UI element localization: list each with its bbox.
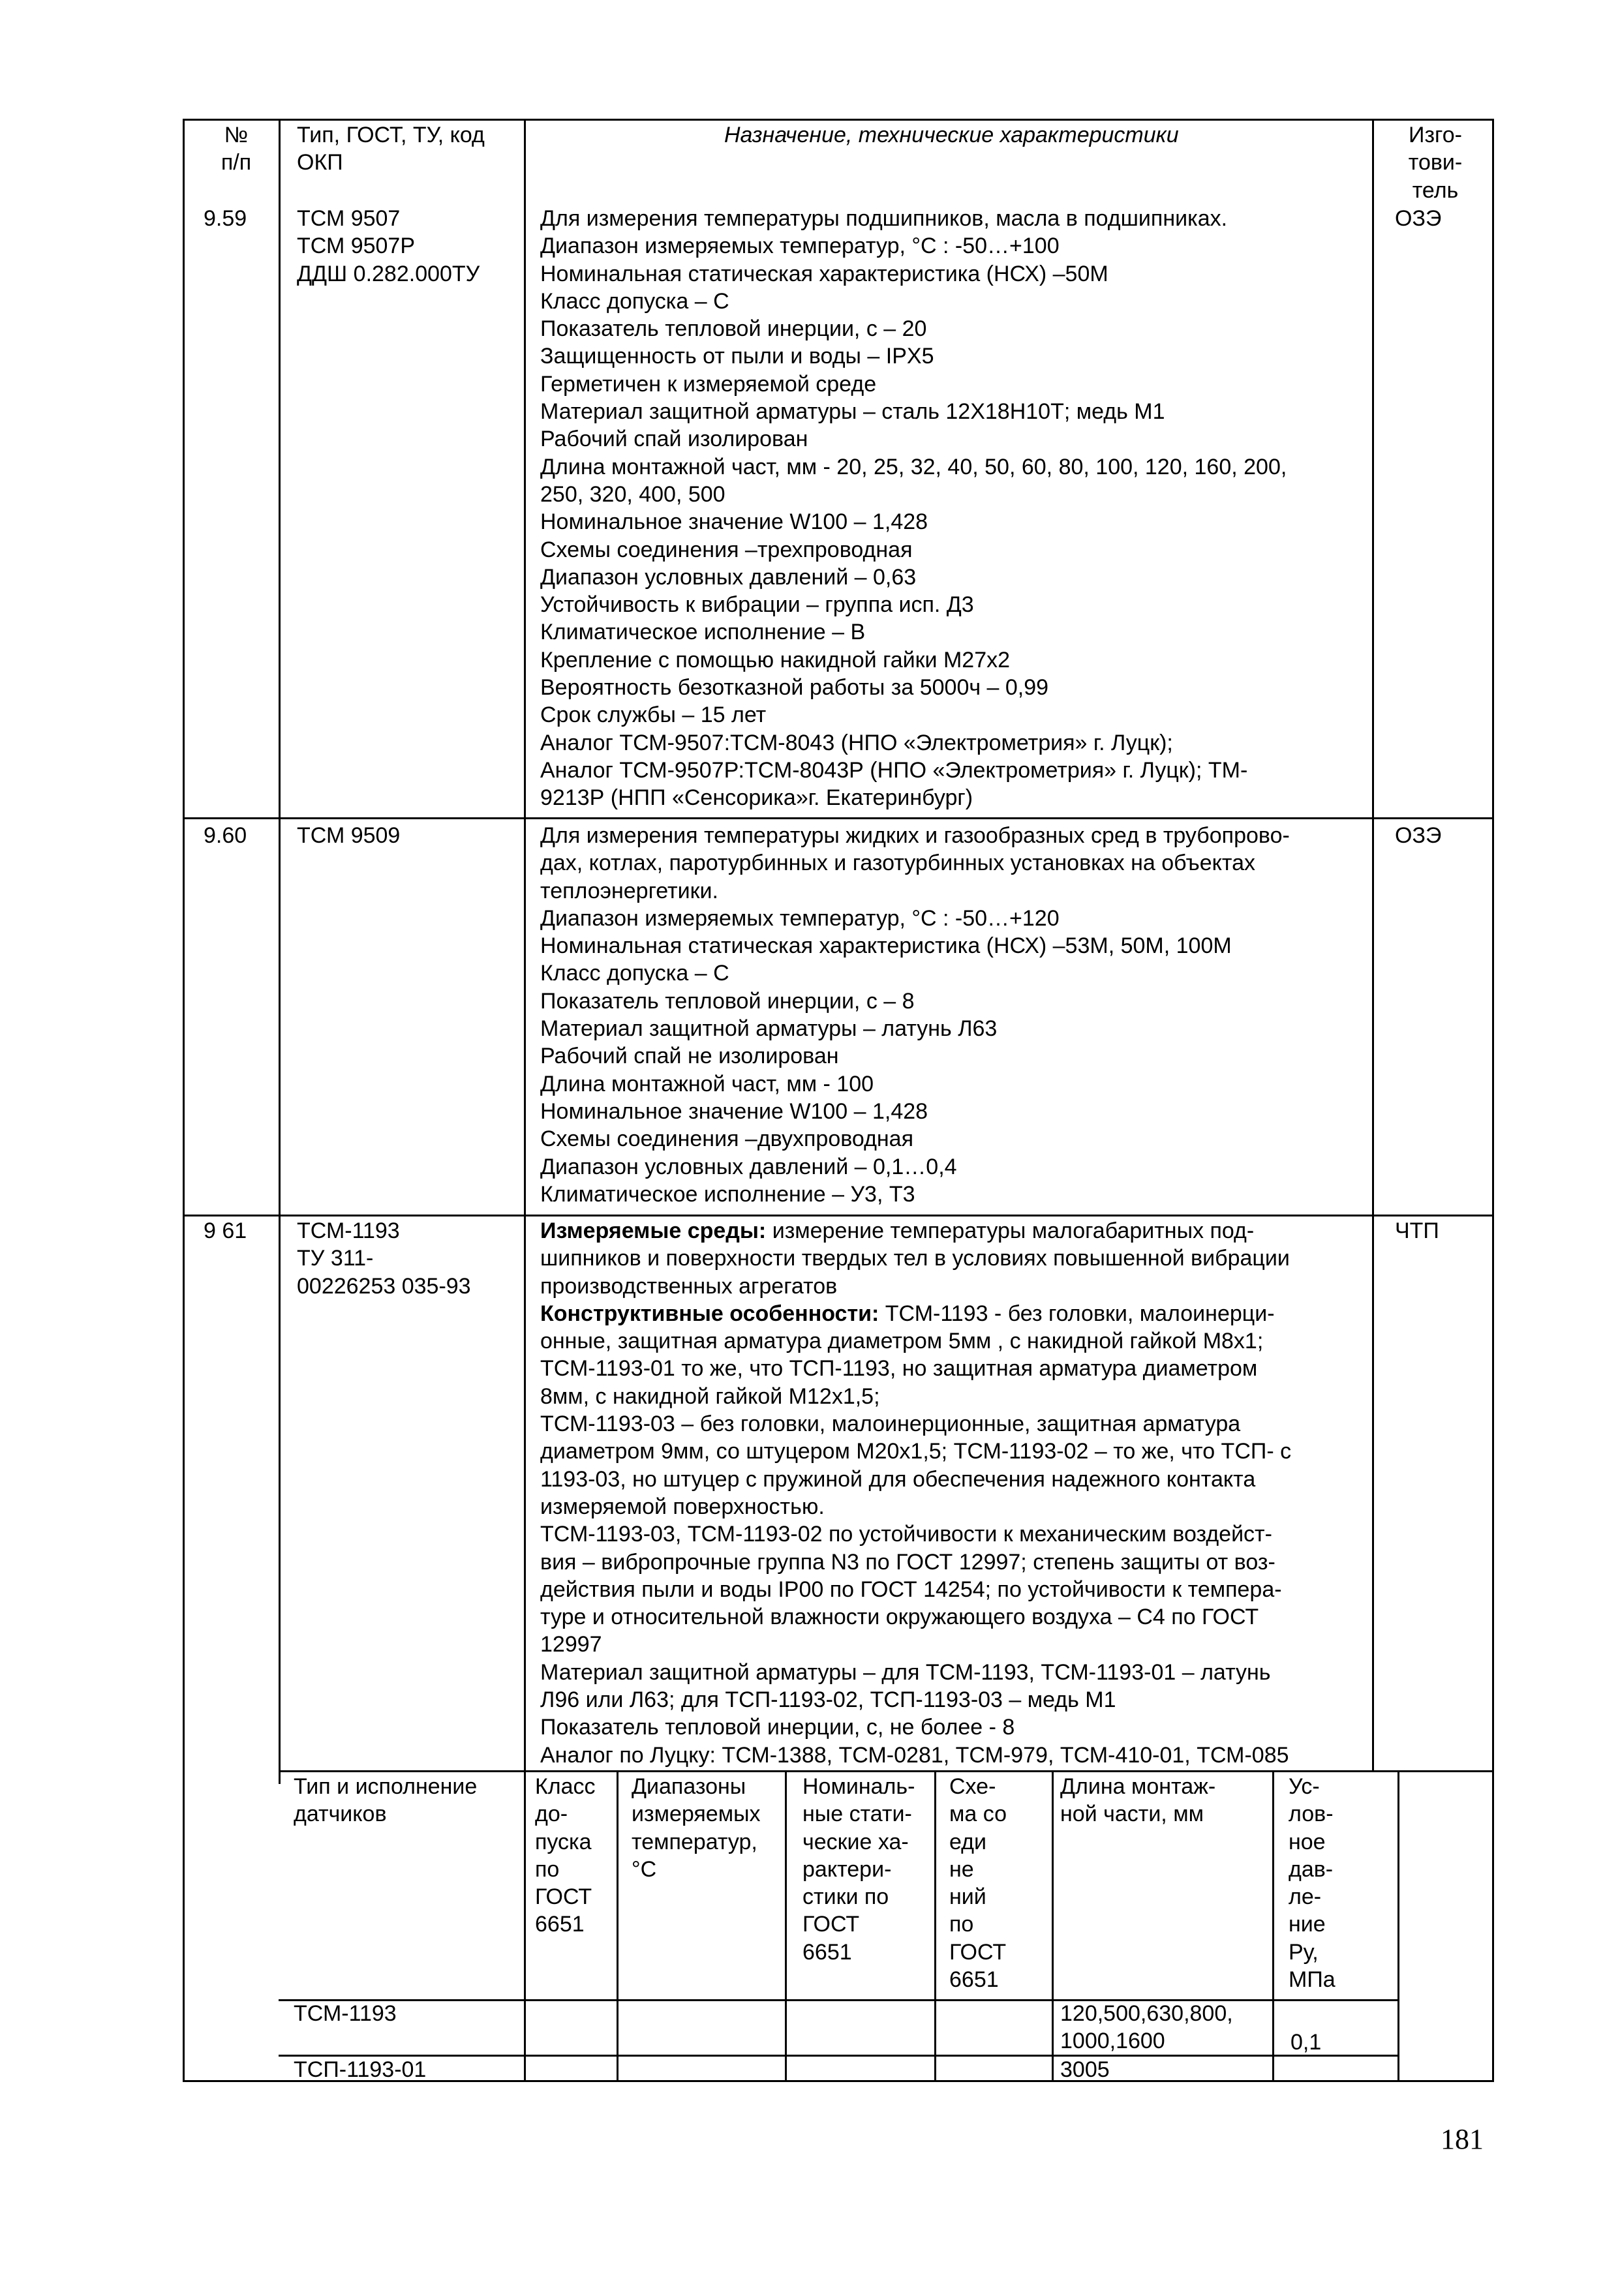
- description-text: Л96 или Л63; для ТСП-1193-02, ТСП-1193-03 – медь М1: [540, 1687, 1116, 1713]
- description-text: 8мм, с накидной гайкой М12х1,5;: [540, 1383, 880, 1409]
- subtable-header-line: лов-: [1289, 1802, 1334, 1827]
- description-line: [540, 1217, 1291, 1245]
- subtable-header-length: [1060, 1773, 1215, 1828]
- subtable-col: [785, 1770, 787, 2082]
- description-line: Для измерения температуры жидких и газообразных сред в трубопрово-: [540, 823, 1290, 848]
- subtable-header-line: до-: [535, 1802, 568, 1827]
- description-line: Аналог ТСМ-9507:ТСМ-8043 (НПО «Электрометрия» г. Луцк);: [540, 730, 1173, 755]
- subtable-header-line: ние: [1289, 1912, 1326, 1937]
- subtable-header-line: МПа: [1289, 1967, 1336, 1993]
- description-line: Схемы соединения –двухпроводная: [540, 1126, 914, 1152]
- subtable-header-line: ческие ха-: [802, 1829, 909, 1854]
- description-line: [540, 1300, 1291, 1327]
- description-line: Номинальное значение W100 – 1,428: [540, 509, 928, 535]
- subtable-header-line: по: [535, 1856, 560, 1882]
- row-type: [297, 822, 400, 849]
- description-line: Для измерения температуры подшипников, масла в подшипниках.: [540, 206, 1228, 231]
- row-divider: [279, 1770, 1494, 1772]
- col-divider: [1372, 119, 1374, 1772]
- subtable-header-line: ной части, мм: [1060, 1802, 1204, 1827]
- description-text: измеряемой поверхностью.: [540, 1494, 825, 1519]
- subtable-col: [1272, 1770, 1274, 2082]
- header-maker: [1403, 121, 1468, 204]
- subtable-header-line: 6651: [802, 1939, 852, 1965]
- subtable-header-line: не: [949, 1856, 974, 1882]
- header-maker-line: тель: [1412, 177, 1459, 203]
- description-line: Схемы соединения –трехпроводная: [540, 537, 913, 562]
- subtable-header-line: ГОСТ: [802, 1912, 860, 1937]
- row-description: [540, 1217, 1291, 1769]
- row-type-line: ТСМ 9509: [297, 823, 401, 848]
- description-line: Рабочий спай не изолирован: [540, 1044, 839, 1069]
- description-line: Защищенность от пыли и воды – IPX5: [540, 344, 934, 369]
- row-type: [297, 205, 480, 288]
- description-line: Длина монтажной част, мм - 100: [540, 1071, 874, 1096]
- subtable-header-range: [632, 1773, 761, 1883]
- description-text: туре и относительной влажности окружающего воздуха – С4 по ГОСТ: [540, 1605, 1259, 1630]
- description-line: Номинальная статическая характеристика (НСХ) –50М: [540, 261, 1108, 286]
- description-line: Аналог ТСМ-9507Р:ТСМ-8043Р (НПО «Электрометрия» г. Луцк); ТМ-: [540, 757, 1248, 783]
- description-line: Номинальное значение W100 – 1,428: [540, 1098, 928, 1124]
- description-text: 12997: [540, 1632, 602, 1657]
- description-line: Диапазон условных давлений – 0,63: [540, 564, 917, 590]
- subtable-header-line: рактери-: [802, 1856, 892, 1882]
- description-text: Показатель тепловой инерции, с, не более - 8: [540, 1715, 1015, 1740]
- subtable-header-line: 6651: [949, 1967, 999, 1993]
- description-line: Материал защитной арматуры – сталь 12Х18Н10Т; медь М1: [540, 399, 1165, 425]
- description-text: вия – вибропрочные группа N3 по ГОСТ 12997; степень защиты от воз-: [540, 1549, 1275, 1575]
- description-line: Класс допуска – С: [540, 961, 729, 986]
- description-line: Диапазон измеряемых температур, °С : -50…+100: [540, 234, 1060, 259]
- header-num: [217, 121, 256, 177]
- subtable-length-line: 120,500,630,800,: [1060, 2001, 1233, 2026]
- header-type-line: Тип, ГОСТ, ТУ, код: [297, 123, 485, 147]
- description-line: [540, 1548, 1291, 1576]
- row-description: [540, 205, 1287, 812]
- subtable-header-line: Длина монтаж-: [1060, 1774, 1216, 1799]
- description-line: [540, 1273, 1291, 1300]
- subtable-header-line: 6651: [535, 1912, 585, 1937]
- description-line: Климатическое исполнение – В: [540, 620, 866, 645]
- col-divider: [279, 119, 281, 1784]
- subtable-header-line: ГОСТ: [949, 1939, 1007, 1965]
- subtable-header-line: температур,: [632, 1829, 757, 1854]
- description-line: теплоэнергетики.: [540, 878, 718, 903]
- description-line: дах, котлах, паротурбинных и газотурбинных установках на объектах: [540, 851, 1256, 876]
- description-text: измерение температуры малогабаритных под-: [766, 1218, 1255, 1243]
- header-type-line: ОКП: [297, 150, 343, 175]
- subtable-header-line: ле-: [1289, 1884, 1322, 1910]
- description-line: [540, 1659, 1291, 1686]
- subtable-header-line: °С: [632, 1856, 657, 1882]
- subtable-header-line: Ру,: [1289, 1939, 1319, 1965]
- description-line: [540, 1603, 1291, 1631]
- header-num-line: №: [224, 123, 249, 147]
- page-number: 181: [1441, 2123, 1484, 2155]
- subtable-header-line: датчиков: [294, 1802, 387, 1827]
- row-description: [540, 822, 1290, 1208]
- subtable-header-class: [535, 1773, 596, 1939]
- subtable-header-line: стики по: [802, 1884, 889, 1910]
- description-line: [540, 1466, 1291, 1493]
- description-line: [540, 1327, 1291, 1355]
- description-text: производственных агрегатов: [540, 1273, 838, 1299]
- subtable-header-line: измеряемых: [632, 1802, 761, 1827]
- subtable-header-line: ма со: [949, 1802, 1007, 1827]
- header-maker-line: Изго-: [1409, 123, 1462, 147]
- description-line: [540, 1742, 1291, 1769]
- description-text: ТСМ-1193-03, ТСМ-1193-02 по устойчивости к механическим воздейст-: [540, 1522, 1272, 1547]
- header-type: [297, 121, 485, 177]
- description-line: Показатель тепловой инерции, с – 8: [540, 988, 915, 1014]
- row-divider: [183, 1215, 1494, 1216]
- col-divider: [524, 119, 526, 2082]
- subtable-header-nsh: [802, 1773, 915, 1966]
- description-line: [540, 1520, 1291, 1548]
- description-text: действия пыли и воды IP00 по ГОСТ 14254; по устойчивости к темпера-: [540, 1577, 1282, 1602]
- subtable-header-line: Тип и исполнение: [294, 1774, 478, 1799]
- description-line: [540, 1438, 1291, 1465]
- description-text: 1193-03, но штуцер с пружиной для обеспечения надежного контакта: [540, 1466, 1256, 1492]
- subtable-header-line: Схе-: [949, 1774, 996, 1799]
- subtable-header-line: пуска: [535, 1829, 592, 1854]
- subtable-header-line: дав-: [1289, 1856, 1334, 1882]
- subtable-header-line: Диапазоны: [632, 1774, 746, 1799]
- row-num: 9 61: [204, 1218, 247, 1243]
- header-num-line: п/п: [221, 150, 252, 175]
- description-line: Длина монтажной част, мм - 20, 25, 32, 40, 50, 60, 80, 100, 120, 160, 200,: [540, 454, 1287, 479]
- row-divider: [183, 817, 1494, 819]
- description-line: [540, 1383, 1291, 1410]
- description-line: Вероятность безотказной работы за 5000ч – 0,99: [540, 675, 1049, 701]
- row-type-line: ДДШ 0.282.000ТУ: [297, 261, 480, 286]
- row-maker: ОЗЭ: [1395, 823, 1442, 848]
- subtable-header-line: Ус-: [1289, 1774, 1320, 1799]
- description-text: ТСМ-1193 - без головки, малоинерци-: [879, 1301, 1275, 1326]
- subtable-header-line: ний: [949, 1884, 986, 1910]
- description-line: [540, 1493, 1291, 1520]
- description-text: Материал защитной арматуры – для ТСМ-1193, ТСМ-1193-01 – латунь: [540, 1659, 1271, 1685]
- description-text: Аналог по Луцку: ТСМ-1388, ТСМ-0281, ТСМ-979, ТСМ-410-01, ТСМ-085: [540, 1742, 1289, 1768]
- description-line: Класс допуска – С: [540, 288, 729, 314]
- description-line: Герметичен к измеряемой среде: [540, 371, 877, 397]
- subtable-header-line: ные стати-: [802, 1802, 912, 1827]
- description-line: Устойчивость к вибрации – группа исп. Д3: [540, 592, 974, 618]
- description-line: Климатическое исполнение – У3, Т3: [540, 1181, 915, 1207]
- description-text: ТСМ-1193-01 то же, что ТСП-1193, но защитная арматура диаметром: [540, 1356, 1258, 1382]
- row-num: 9.59: [204, 206, 247, 231]
- subtable-header-line: еди: [949, 1829, 986, 1854]
- header-maker-line: тови-: [1408, 150, 1463, 175]
- row-type: [297, 1217, 471, 1300]
- description-line: Материал защитной арматуры – латунь Л63: [540, 1016, 998, 1042]
- subtable-col: [617, 1770, 618, 2082]
- subtable-header-type: [294, 1773, 477, 1828]
- row-type-line: ТСМ 9507Р: [297, 234, 416, 259]
- description-line: 9213Р (НПП «Сенсорика»г. Екатеринбург): [540, 785, 973, 811]
- subtable-header-pressure: [1289, 1773, 1336, 1993]
- description-line: Диапазон условных давлений – 0,1…0,4: [540, 1154, 957, 1179]
- description-line: [540, 1410, 1291, 1438]
- subtable-pressure-value: 0,1: [1290, 2030, 1322, 2055]
- row-maker: ОЗЭ: [1395, 206, 1442, 231]
- subtable-length-line: 1000,1600: [1060, 2029, 1165, 2054]
- subtable-col: [934, 1770, 936, 2082]
- description-line: [540, 1355, 1291, 1382]
- description-line: Номинальная статическая характеристика (НСХ) –53М, 50М, 100М: [540, 933, 1232, 959]
- description-text: шипников и поверхности твердых тел в условиях повышенной вибрации: [540, 1246, 1290, 1271]
- description-line: [540, 1631, 1291, 1658]
- subtable-row-length: [1060, 2000, 1233, 2055]
- description-text: онные, защитная арматура диаметром 5мм , с накидной гайкой М8х1;: [540, 1329, 1264, 1354]
- description-line: Крепление с помощью накидной гайки М27х2: [540, 647, 1011, 672]
- description-line: Показатель тепловой инерции, с – 20: [540, 316, 927, 342]
- row-type-line: 00226253 035-93: [297, 1273, 471, 1299]
- description-line: Рабочий спай изолирован: [540, 427, 808, 452]
- row-type-line: ТСМ-1193: [297, 1218, 400, 1243]
- subtable-col: [1052, 1770, 1054, 2082]
- subtable-header-line: ГОСТ: [535, 1884, 592, 1910]
- subtable-row-length: 3005: [1060, 2057, 1110, 2082]
- description-line: [540, 1714, 1291, 1741]
- header-purpose: Назначение, технические характеристики: [724, 123, 1179, 147]
- description-line: Диапазон измеряемых температур, °С : -50…+120: [540, 905, 1060, 931]
- subtable-row-type: ТСМ-1193: [294, 2001, 397, 2026]
- description-line: [540, 1686, 1291, 1714]
- row-maker: ЧТП: [1395, 1218, 1439, 1243]
- description-line: Срок службы – 15 лет: [540, 702, 767, 728]
- subtable-header-line: Номиналь-: [802, 1774, 915, 1799]
- subtable-header-line: Класс: [535, 1774, 596, 1799]
- description-line: 250, 320, 400, 500: [540, 481, 725, 507]
- row-type-line: ТУ 311-: [297, 1246, 374, 1271]
- description-line: [540, 1245, 1291, 1272]
- description-bold-label: Конструктивные особенности:: [540, 1301, 879, 1326]
- description-line: [540, 1576, 1291, 1603]
- subtable-col: [1397, 1770, 1399, 2082]
- subtable-row-type: ТСП-1193-01: [294, 2057, 427, 2082]
- description-text: диаметром 9мм, со штуцером М20х1,5; ТСМ-1193-02 – то же, что ТСП- с: [540, 1439, 1292, 1464]
- row-type-line: ТСМ 9507: [297, 206, 401, 231]
- description-bold-label: Измеряемые среды:: [540, 1218, 767, 1243]
- subtable-header-line: по: [949, 1912, 974, 1937]
- description-text: ТСМ-1193-03 – без головки, малоинерционные, защитная арматура: [540, 1412, 1241, 1437]
- subtable-header-scheme: [949, 1773, 1007, 1993]
- subtable-header-line: ное: [1289, 1829, 1326, 1854]
- row-num: 9.60: [204, 823, 247, 848]
